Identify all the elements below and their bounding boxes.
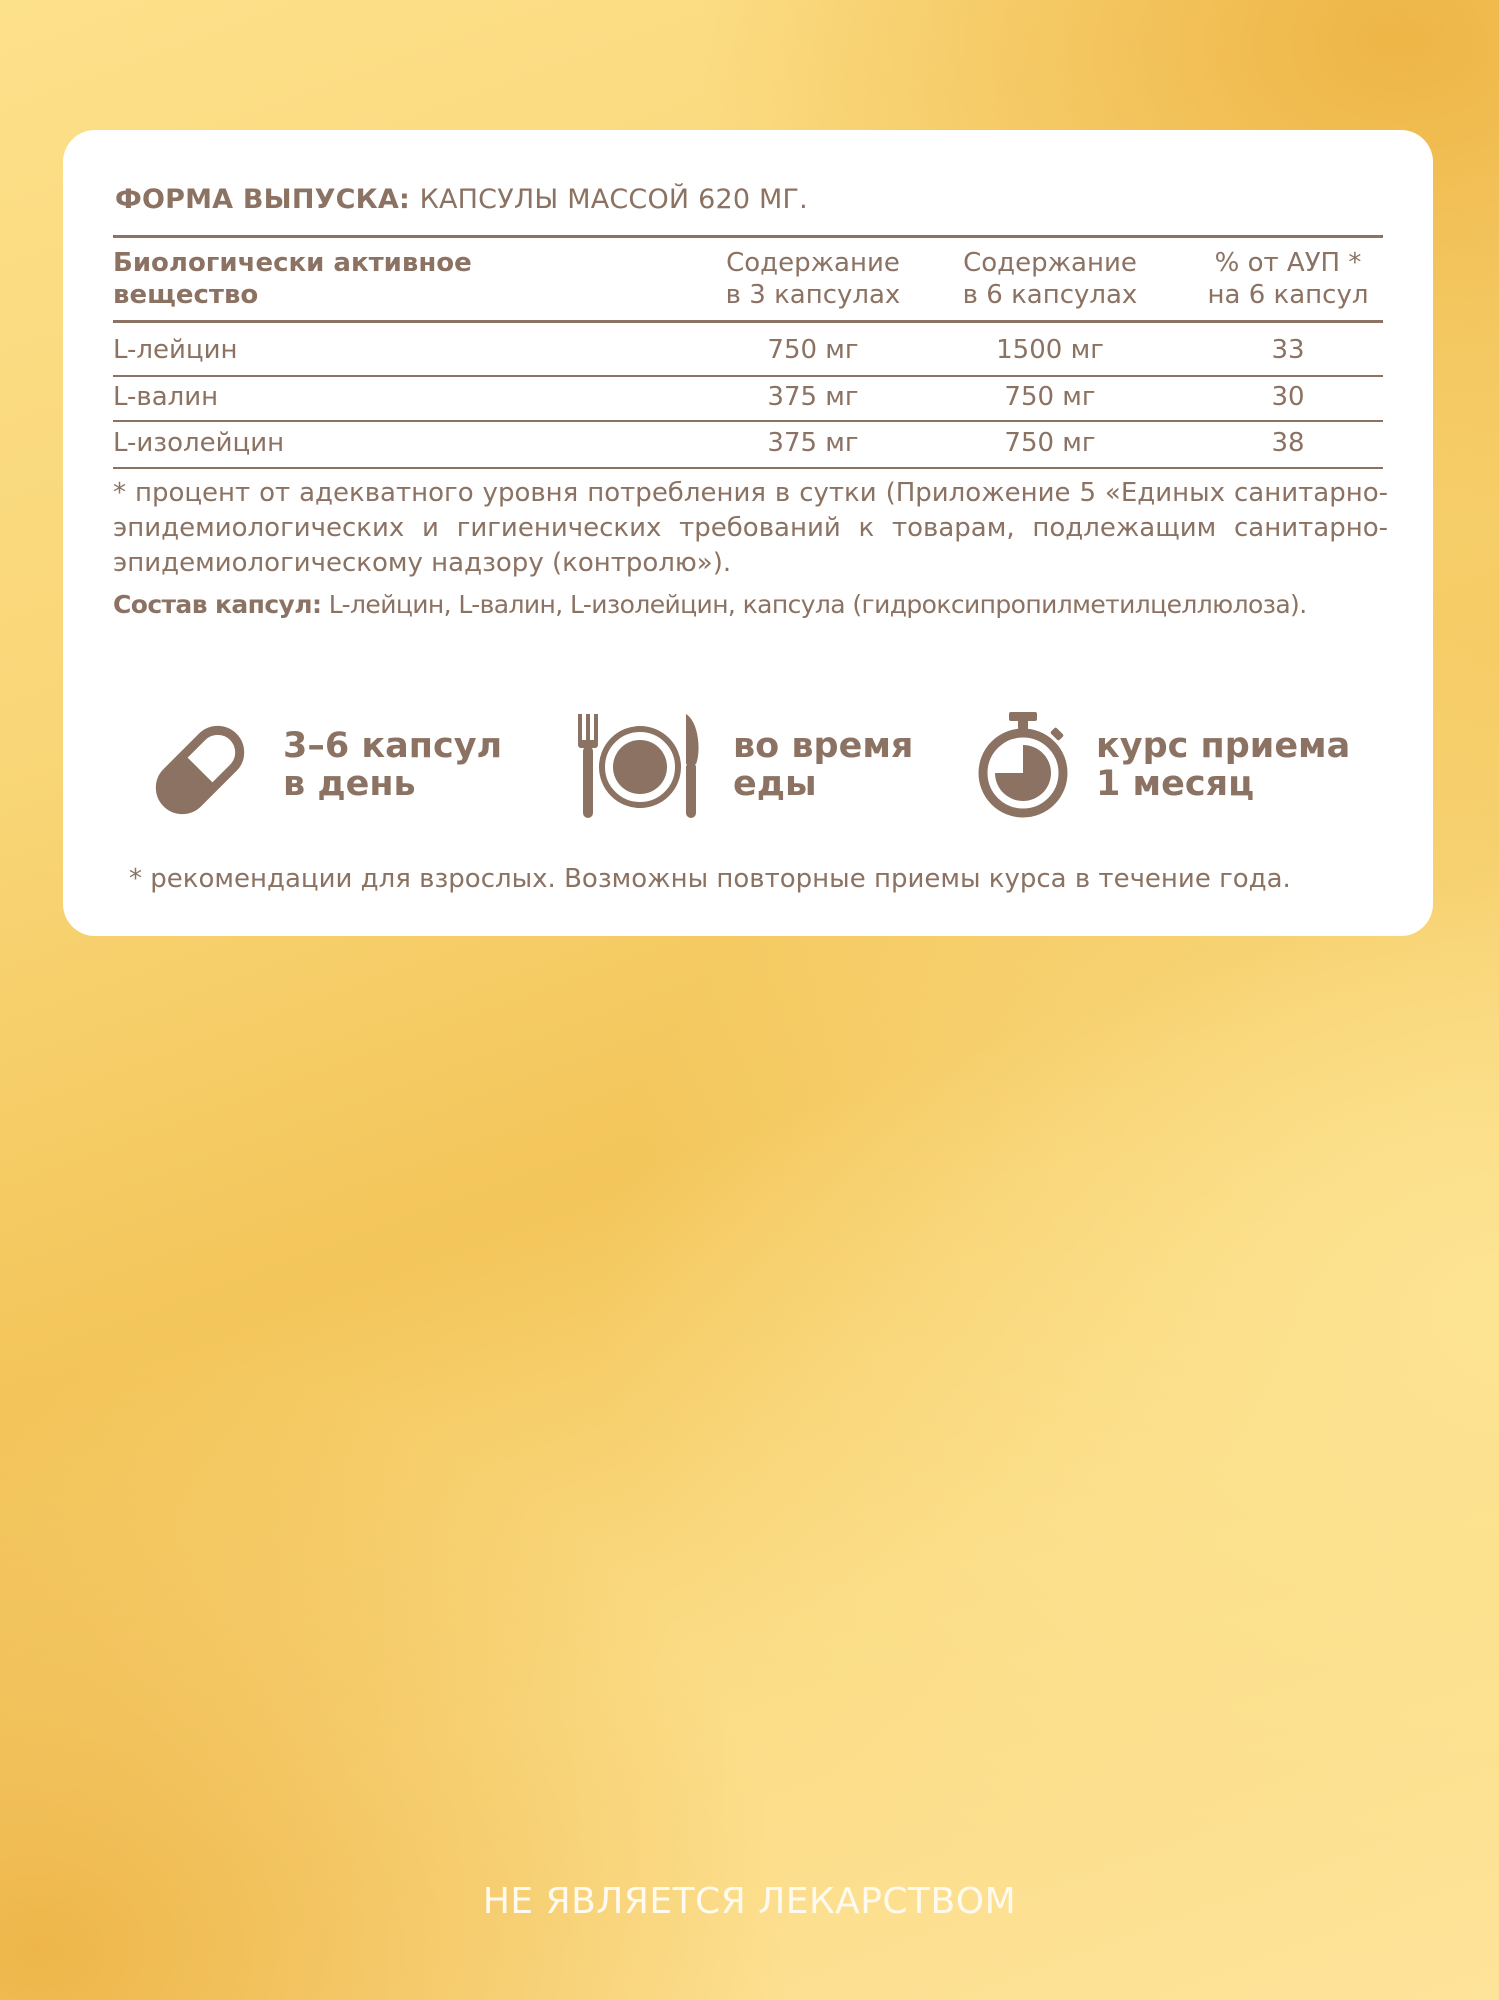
row-3-name: L-изолейцин <box>113 428 285 458</box>
header-dose6: Содержание в 6 капсулах <box>962 248 1138 310</box>
stopwatch-icon <box>973 710 1073 822</box>
row-1-dose3: 750 мг <box>767 335 859 365</box>
adult-note: * рекомендации для взрослых. Возможны повторные приемы курса в течение года. <box>129 864 1291 894</box>
row-2-rule <box>113 420 1383 422</box>
usage-3-text: курс приема 1 месяц <box>1096 726 1351 804</box>
usage-2-text: во время еды <box>733 726 914 804</box>
capsule-icon <box>150 720 250 820</box>
composition-value: L-лейцин, L-валин, L-изолейцин, капсула (гидроксипропилметилцеллюлоза). <box>321 590 1307 619</box>
row-3-dose6: 750 мг <box>1004 428 1096 458</box>
info-card <box>63 130 1433 936</box>
row-2-percent: 30 <box>1271 382 1305 412</box>
header-dose3: Содержание в 3 капсулах <box>725 248 901 310</box>
fork-plate-knife-icon <box>575 712 705 822</box>
row-1-dose6: 1500 мг <box>996 335 1104 365</box>
row-2-name: L-валин <box>113 382 219 412</box>
row-3-dose3: 375 мг <box>767 428 859 458</box>
row-1-rule <box>113 375 1383 377</box>
header-substance: Биологически активное вещество <box>113 248 472 310</box>
header-rule <box>113 320 1383 323</box>
release-form-label: ФОРМА ВЫПУСКА: <box>115 184 411 215</box>
usage-1-text: 3–6 капсул в день <box>283 726 503 804</box>
not-medicine-footer: НЕ ЯВЛЯЕТСЯ ЛЕКАРСТВОМ <box>482 1881 1017 1922</box>
row-1-percent: 33 <box>1271 335 1305 365</box>
row-3-percent: 38 <box>1271 428 1305 458</box>
footnote: * процент от адекватного уровня потребления в сутки (Приложение 5 «Единых санитарно-эпидемиологических и гигиенических требований к товарам, подлежащим санитарно-эпидемиологическому надзору (контролю»). <box>113 478 1388 578</box>
header-percent: % от АУП * на 6 капсул <box>1207 248 1369 310</box>
row-1-name: L-лейцин <box>113 335 238 365</box>
release-form <box>115 184 808 215</box>
table-top-rule <box>113 235 1383 238</box>
composition-label: Состав капсул: <box>113 590 322 619</box>
composition <box>113 590 1393 619</box>
row-2-dose3: 375 мг <box>767 382 859 412</box>
release-form-value: КАПСУЛЫ МАССОЙ 620 МГ. <box>419 184 808 215</box>
table-bottom-rule <box>113 467 1383 469</box>
row-2-dose6: 750 мг <box>1004 382 1096 412</box>
